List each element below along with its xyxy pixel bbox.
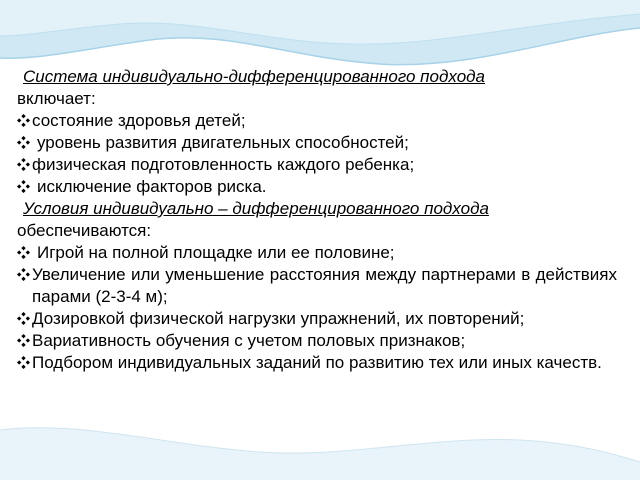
list-item xyxy=(17,242,617,264)
block-conditions xyxy=(17,198,617,374)
diamond-bullet-icon xyxy=(17,136,30,149)
diamond-bullet-icon xyxy=(17,114,30,127)
list-item xyxy=(17,154,617,176)
list-item xyxy=(17,308,617,330)
block-system xyxy=(17,66,617,198)
diamond-bullet-icon xyxy=(17,158,30,171)
list-item-text: уровень развития двигательных способностей; xyxy=(37,133,409,152)
list-item xyxy=(17,330,617,352)
diamond-bullet-icon xyxy=(17,356,30,369)
list-item-text: состояние здоровья детей; xyxy=(32,111,246,130)
bottom-wave xyxy=(0,428,640,480)
list-item-text: Увеличение или уменьшение расстояния между партнерами в действиях парами (2-3-4 м); xyxy=(32,265,617,306)
list-item-text: Дозировкой физической нагрузки упражнений, их повторений; xyxy=(32,309,525,328)
diamond-bullet-icon xyxy=(17,246,30,259)
list-item-text: Подбором индивидуальных заданий по развитию тех или иных качеств. xyxy=(32,353,602,372)
heading-continuation: обеспечиваются: xyxy=(17,221,152,240)
heading-conditions: Условия индивидуально – дифференцированного подхода xyxy=(23,199,489,218)
list-item-text: физическая подготовленность каждого ребенка; xyxy=(32,155,415,174)
list-item xyxy=(17,176,617,198)
heading-system: Система индивидуально-дифференцированного подхода xyxy=(23,67,486,86)
diamond-bullet-icon xyxy=(17,268,30,281)
list-item-text: Вариативность обучения с учетом половых признаков; xyxy=(32,331,466,350)
list-item xyxy=(17,352,617,374)
list-item xyxy=(17,110,617,132)
diamond-bullet-icon xyxy=(17,312,30,325)
list-item xyxy=(17,264,617,308)
block-heading xyxy=(17,66,617,88)
diamond-bullet-icon xyxy=(17,180,30,193)
list-item-text: Игрой на полной площадке или ее половине; xyxy=(37,243,395,262)
diamond-bullet-icon xyxy=(17,334,30,347)
heading-continuation: включает: xyxy=(17,89,96,108)
list-item-text: исключение факторов риска. xyxy=(37,177,267,196)
slide-text xyxy=(17,66,617,374)
block-heading xyxy=(17,198,617,220)
list-item xyxy=(17,132,617,154)
